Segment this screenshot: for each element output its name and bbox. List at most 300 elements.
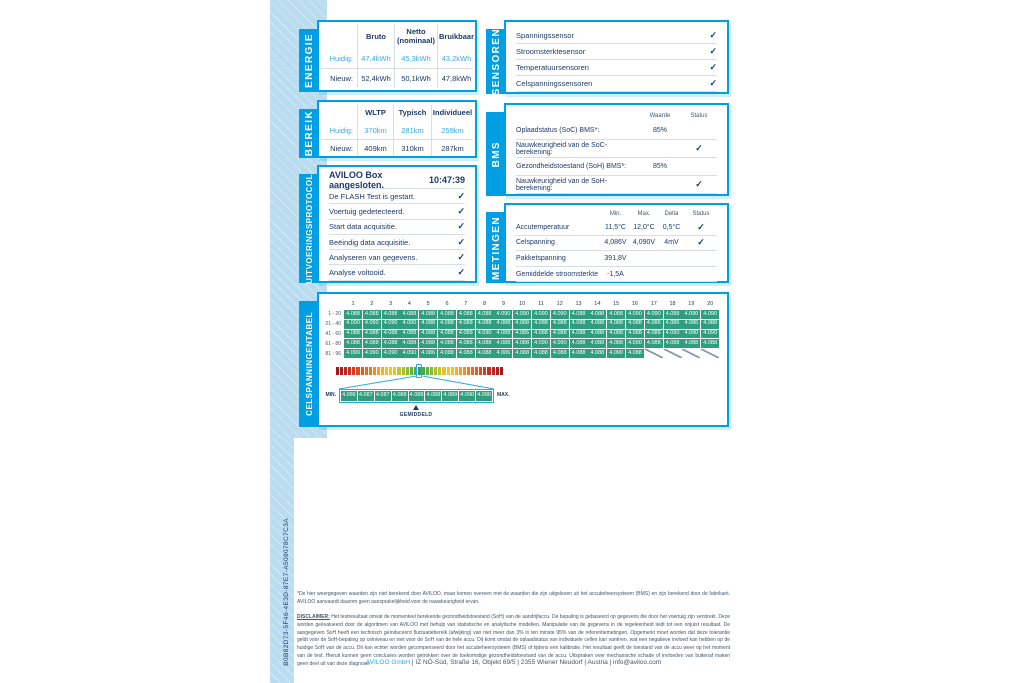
check-icon: ✓	[697, 237, 705, 248]
voltage-cell: 4.088	[532, 349, 550, 358]
voltage-cell: 4.088	[457, 330, 475, 339]
column-header: 13	[575, 301, 582, 308]
check-icon: ✓	[709, 78, 717, 88]
column-header: 16	[631, 301, 639, 308]
footer	[297, 659, 730, 666]
colorbar-segment	[352, 367, 355, 375]
legend-value-cell: 4.088	[409, 391, 425, 401]
cell-table-row	[323, 330, 720, 339]
voltage-cell: 4.088	[382, 330, 400, 339]
row-label: 1 - 20	[328, 311, 341, 318]
table-header-row	[321, 105, 473, 122]
disclaimer-text: Het testresultaat omvat de momenteel berekende gezondheidstoestand (SoH) van de aandrijfaccu. De bepaling is gebaseerd op gegevens die door het voertuig zijn verstrekt. Deze worden geëvalueerd door de algoritmen van AVILOO met behulp van statistische en analytische modellen. Manipulatie van de gegevens in de regeleenheid leidt tot een onjuist resultaat. De aangegeven SoH heeft een technisch geïnduceerd fluctuatiebereik (afwijking) van niet meer dan 3% in ten minste 95% van de referentiemetingen. Opgemerkt moet worden dat deze tolerantie geldt voor de SoH-bepaling op celniveau en niet voor de SoH van de hele accu. Dit komt omdat de oplaadstatus van individuele cellen kan variëren, wat een negatieve invloed kan hebben op de huidige SoH van de accu. Dit kan echter worden gecompenseerd door het accubeheersysteem (BMS) of tijdens een kalibratie. Het resultaat geeft de toestand van de accu weer op het moment van de test. Hieruit kunnen geen conclusies worden getrokken over de toekomstige gezondheidstoestand van de accu. Uitspraken over mechanische schade of invloeden van buitenaf maken geen deel uit van deze diagnose.	[297, 613, 730, 668]
min-value: -1,5A	[607, 270, 624, 278]
voltage-cell: 4.088	[400, 310, 418, 319]
empty-cell	[682, 349, 700, 358]
metingen-panel	[490, 203, 729, 283]
checklist-row	[329, 204, 465, 219]
voltage-cell: 4.088	[607, 320, 625, 329]
voltage-cell: 4.088	[588, 310, 606, 319]
colorbar-segment	[402, 367, 405, 375]
voltage-cell: 4.088	[588, 349, 606, 358]
colorbar-segment	[475, 367, 478, 375]
colorbar-segment	[500, 367, 503, 375]
legend-value-cell: 4.089	[442, 391, 458, 401]
sensoren-tab-label: SENSOREN	[490, 27, 502, 96]
colorbar-segment	[451, 367, 454, 375]
cell: 47,8kWh	[437, 69, 475, 87]
colorbar-segment	[467, 367, 470, 375]
metingen-col-max: Max.	[637, 211, 651, 217]
voltage-cell: 4.090	[645, 310, 663, 319]
colorbar-segment	[365, 367, 368, 375]
checklist-label: Voertuig gedetecteerd.	[329, 206, 405, 216]
voltage-cell: 4.088	[588, 330, 606, 339]
cell-table-row	[323, 339, 720, 348]
metingen-col-min: Min.	[609, 211, 622, 217]
min-value: 11,5°C	[605, 223, 626, 231]
cell-table-row	[323, 349, 720, 358]
table-row	[321, 122, 473, 139]
voltage-cell: 4.090	[476, 330, 494, 339]
metingen-tab-label: METINGEN	[490, 215, 502, 280]
check-icon: ✓	[457, 221, 465, 232]
checklist-label: Temperatuursensoren	[516, 63, 589, 72]
voltage-cell: 4.088	[682, 339, 700, 348]
bms-footnote: *De hier weergegeven waarden zijn niet berekend door AVILOO, maar komen overeen met de waarden die zijn uitgelezen uit het accubeheersysteem (BMS) en zijn berekend door de fabrikant. AVILOO aanvaardt daarom geen aansprakelijkheid voor de nauwkeurigheid ervan.	[297, 591, 730, 605]
voltage-cell: 4.088	[419, 330, 437, 339]
check-icon: ✓	[457, 251, 465, 262]
voltage-cell: 4.088	[476, 310, 494, 319]
colorbar-segment	[426, 367, 429, 375]
max-value: 4,090V	[632, 239, 656, 247]
celspanningen-tab-label: CELSPANNINGENTABEL	[304, 312, 314, 416]
checklist-label: Analyse voltooid.	[329, 268, 386, 278]
footnotes	[297, 591, 730, 669]
colorbar-segment	[356, 367, 359, 375]
cell-voltage-table	[323, 301, 720, 359]
voltage-cell: 4.088	[457, 310, 475, 319]
voltage-cell: 4.088	[344, 310, 362, 319]
colorbar-segment	[344, 367, 347, 375]
table-row	[321, 139, 473, 156]
cell: 287km	[431, 140, 473, 156]
energie-tab-label: ENERGIE	[303, 33, 315, 88]
colorbar-segment	[369, 367, 372, 375]
table-header-row	[321, 25, 473, 49]
voltage-cell: 4.088	[551, 349, 569, 358]
voltage-cell: 4.088	[645, 339, 663, 348]
colorbar-segment	[455, 367, 458, 375]
colorbar-segment	[471, 367, 474, 375]
voltage-cell: 4.088	[513, 320, 531, 329]
voltage-cell: 4.090	[626, 339, 644, 348]
colorbar-segment	[361, 367, 364, 375]
colorbar-segment	[389, 367, 392, 375]
cell-table-row	[323, 310, 720, 319]
voltage-cell: 4.088	[570, 320, 588, 329]
voltage-cell: 4.090	[551, 310, 569, 319]
energie-tab	[299, 29, 319, 92]
row-label: Oplaadstatus (SoC) BMS*:	[516, 127, 600, 134]
check-icon: ✓	[457, 267, 465, 278]
voltage-cell: 4.086	[494, 349, 512, 358]
colorbar-segment	[406, 367, 409, 375]
voltage-cell: 4.090	[344, 349, 362, 358]
bms-body	[506, 105, 727, 194]
row-label: Celspanning	[516, 239, 555, 247]
voltage-cell: 4.088	[588, 339, 606, 348]
colorbar-segment	[373, 367, 376, 375]
cell: 45,3kWh	[394, 49, 437, 68]
voltage-cell: 4.086	[645, 320, 663, 329]
voltage-cell: 4.090	[682, 310, 700, 319]
colorbar-segment	[381, 367, 384, 375]
legend-value-cell: 4.088	[425, 391, 441, 401]
colorbar-segment	[438, 367, 441, 375]
cell: 370km	[357, 122, 393, 139]
colorbar-segment	[393, 367, 396, 375]
protocol-title: AVILOO Box aangesloten.	[329, 170, 385, 190]
checklist-row	[329, 265, 465, 280]
voltage-cell: 4.088	[382, 339, 400, 348]
voltage-cell: 4.088	[513, 339, 531, 348]
table-row	[321, 68, 473, 87]
colorbar-segment	[483, 367, 486, 375]
voltage-cell: 4.088	[607, 310, 625, 319]
voltage-cell: 4.086	[682, 320, 700, 329]
column-header: 8	[483, 301, 487, 308]
voltage-cell: 4.090	[532, 310, 550, 319]
table-row	[516, 176, 717, 194]
checklist-row	[516, 76, 717, 92]
checklist-row	[516, 28, 717, 44]
energie-table	[319, 22, 475, 87]
bms-rows	[516, 122, 717, 194]
checklist-row	[329, 235, 465, 250]
checklist-label: De FLASH Test is gestart.	[329, 191, 416, 201]
column-header: 5	[426, 301, 430, 308]
voltage-cell: 4.088	[626, 330, 644, 339]
average-marker-icon	[413, 405, 419, 410]
legend-value-cell: 4.090	[476, 391, 492, 401]
cell: 43,2kWh	[437, 49, 475, 68]
colorbar-segment	[442, 367, 445, 375]
voltage-cell: 4.088	[570, 349, 588, 358]
empty-cell	[664, 349, 682, 358]
column-header: Netto (nominaal)	[394, 25, 437, 49]
column-header: WLTP	[357, 105, 393, 122]
voltage-cell: 4.088	[664, 310, 682, 319]
voltage-cell: 4.088	[664, 339, 682, 348]
row-label: Nieuw:	[330, 143, 353, 153]
legend-connector	[319, 376, 519, 390]
column-header: 18	[669, 301, 676, 308]
column-header: Bruto	[357, 25, 394, 49]
colorbar-segment	[459, 367, 462, 375]
checklist-row	[329, 250, 465, 265]
row-label: Gemiddelde stroomsterkte	[516, 270, 599, 278]
voltage-cell: 4.088	[400, 330, 418, 339]
colorbar-segment	[377, 367, 380, 375]
voltage-cell: 4.088	[607, 330, 625, 339]
voltage-cell: 4.090	[607, 349, 625, 358]
voltage-cell: 4.090	[664, 330, 682, 339]
row-label: Huidig:	[329, 54, 353, 63]
table-row	[516, 122, 717, 140]
checklist-row	[329, 220, 465, 235]
table-row	[516, 158, 717, 176]
colorbar-segment	[463, 367, 466, 375]
voltage-cell: 4.088	[626, 320, 644, 329]
column-header: 10	[519, 301, 526, 308]
voltage-cell: 4.088	[588, 320, 606, 329]
colorbar-segment	[410, 367, 413, 375]
serial-text: B0B82D73-5F46-4E3D-87E7-A509078C7C3A	[283, 518, 290, 666]
min-value: 4,086V	[604, 239, 627, 247]
voltage-cell: 4.086	[664, 320, 682, 329]
empty-cell	[645, 349, 663, 358]
voltage-cell: 4.088	[419, 310, 437, 319]
voltage-cell: 4.086	[513, 330, 531, 339]
colorbar-segment	[487, 367, 490, 375]
colorbar-segment	[479, 367, 482, 375]
cell: 281km	[393, 122, 431, 139]
legend-value-cell: 4.087	[358, 391, 374, 401]
voltage-cell: 4.090	[513, 310, 531, 319]
max-value: 12,0°C	[633, 223, 655, 231]
delta-value: 0,5°C	[662, 223, 681, 231]
report-serial	[280, 517, 293, 667]
check-icon: ✓	[709, 46, 717, 56]
colorbar-segment	[385, 367, 388, 375]
table-row	[516, 220, 717, 236]
voltage-cell: 4.088	[363, 310, 381, 319]
metingen-col-status: Status	[692, 211, 710, 217]
legend-min-label: MIN.	[325, 392, 336, 398]
metingen-body	[506, 205, 727, 282]
row-label: 41 - 60	[325, 330, 341, 337]
legend-value-cell: 4.087	[375, 391, 391, 401]
metingen-rows	[516, 220, 717, 282]
column-header: 20	[707, 301, 714, 308]
check-icon: ✓	[695, 143, 703, 153]
voltage-cell: 4.088	[494, 320, 512, 329]
column-header: 1	[351, 301, 355, 308]
voltage-cell: 4.090	[382, 320, 400, 329]
checklist-label: Spanningssensor	[516, 31, 574, 40]
bms-col-status: Status	[690, 112, 708, 119]
colorbar-segment	[430, 367, 433, 375]
voltage-cell: 4.088	[438, 339, 456, 348]
legend-max-label: MAX.	[497, 392, 510, 398]
voltage-cell: 4.088	[701, 320, 719, 329]
colorbar-segment	[340, 367, 343, 375]
checklist-row	[329, 189, 465, 204]
column-header: Bruikbaar	[437, 25, 475, 49]
voltage-cell: 4.090	[682, 330, 700, 339]
row-label: 81 - 96	[325, 350, 341, 357]
voltage-cell: 4.090	[701, 330, 719, 339]
voltage-cell: 4.090	[494, 310, 512, 319]
colorbar-segment	[422, 367, 425, 375]
column-header: 2	[370, 301, 374, 308]
voltage-cell: 4.088	[363, 330, 381, 339]
protocol-tab-label: UITVOERINGSPROTOCOL	[304, 173, 314, 284]
checklist-row	[516, 44, 717, 60]
disclaimer-label: DISCLAIMER:	[297, 613, 330, 620]
sensoren-panel	[490, 20, 729, 96]
row-label: Nieuw:	[330, 73, 353, 83]
voltage-cell: 4.088	[570, 330, 588, 339]
protocol-panel	[304, 165, 477, 284]
table-row	[516, 267, 717, 283]
voltage-cell: 4.088	[457, 339, 475, 348]
cell: 310km	[393, 140, 431, 156]
voltage-cell: 4.086	[419, 349, 437, 358]
bms-col-waarde: Waarde	[649, 112, 671, 119]
row-label: 61 - 80	[325, 340, 341, 347]
voltage-cell: 4.088	[457, 349, 475, 358]
bereik-table	[319, 102, 475, 156]
footer-address: | IZ NÖ-Süd, Straße 16, Objekt 69/5 | 2355 Wiener Neudorf | Austria | info@aviloo.com	[410, 659, 662, 666]
checklist-label: Analyseren van gegevens.	[329, 252, 418, 262]
voltage-cell: 4.088	[438, 310, 456, 319]
voltage-cell: 4.090	[363, 320, 381, 329]
column-header: 4	[407, 301, 411, 308]
celspanningen-panel	[304, 292, 729, 427]
voltage-cell: 4.088	[476, 339, 494, 348]
row-label: 21 - 40	[325, 321, 341, 328]
table-row	[321, 49, 473, 68]
colorbar-segment	[447, 367, 450, 375]
colorbar-segment	[397, 367, 400, 375]
average-marker-label: GEMIDDELD	[399, 411, 433, 418]
protocol-title-row	[329, 172, 465, 189]
bereik-tab-label: BEREIK	[303, 110, 315, 157]
footer-company: AVILOO GmbH	[365, 659, 411, 666]
row-label: Huidig:	[329, 126, 353, 135]
column-header: Individueel	[431, 105, 473, 122]
voltage-cell: 4.088	[344, 330, 362, 339]
voltage-cell: 4.088	[570, 339, 588, 348]
column-header: 11	[538, 301, 544, 308]
row-label: Gezondheidstoestand (SoH) BMS*:	[516, 163, 627, 170]
checklist-label: Start data acquisitie.	[329, 222, 397, 232]
check-icon: ✓	[695, 179, 703, 189]
column-header: 7	[464, 301, 468, 308]
delta-value: 4mV	[664, 239, 679, 247]
table-row	[516, 251, 717, 267]
voltage-cell: 4.088	[419, 339, 437, 348]
value-cell: 85%	[652, 163, 667, 170]
check-icon: ✓	[457, 205, 465, 216]
table-row	[516, 140, 717, 158]
check-icon: ✓	[457, 190, 465, 201]
legend-value-cell: 4.090	[459, 391, 475, 401]
voltage-cell: 4.088	[363, 339, 381, 348]
check-icon: ✓	[457, 236, 465, 247]
bms-header-row	[516, 109, 717, 122]
celspanningen-tab	[299, 301, 319, 427]
checklist-label: Beëindig data acquisitie.	[329, 237, 411, 247]
protocol-time: 10:47:39	[428, 175, 465, 185]
voltage-cell: 4.088	[438, 349, 456, 358]
sensoren-checklist	[506, 22, 727, 92]
legend-value-cell: 4.086	[341, 391, 357, 401]
column-header: 6	[445, 301, 449, 308]
voltage-legend-strip	[339, 389, 494, 403]
voltage-cell: 4.090	[701, 310, 719, 319]
min-value: 391,8V	[604, 254, 627, 262]
voltage-cell: 4.090	[400, 320, 418, 329]
check-icon: ✓	[709, 62, 717, 72]
legend-value-cell: 4.088	[392, 391, 408, 401]
voltage-cell: 4.088	[344, 339, 362, 348]
row-label: Nauwkeurigheid van de SoH-berekening:	[516, 177, 608, 192]
voltage-cell: 4.088	[551, 320, 569, 329]
bereik-panel	[303, 100, 477, 158]
protocol-tab	[299, 174, 319, 283]
row-label: Accutemperatuur	[516, 223, 570, 231]
voltage-cell: 4.088	[607, 339, 625, 348]
voltage-cell: 4.088	[701, 339, 719, 348]
voltage-cell: 4.088	[476, 349, 494, 358]
cell: 409km	[357, 140, 393, 156]
checklist-label: Stroomsterktesensor	[516, 47, 586, 56]
colorbar-segment	[348, 367, 351, 375]
sensoren-tab	[486, 29, 506, 94]
metingen-header-row	[516, 208, 717, 220]
colorbar-segment	[336, 367, 339, 375]
cell: 50,1kWh	[394, 69, 437, 87]
voltage-cell: 4.088	[494, 330, 512, 339]
colorbar-segment	[434, 367, 437, 375]
column-header: 17	[650, 301, 657, 308]
voltage-cell: 4.088	[457, 320, 475, 329]
voltage-cell: 4.090	[626, 310, 644, 319]
colorbar-segment	[418, 367, 421, 375]
protocol-body	[319, 167, 475, 281]
cell: 52,4kWh	[357, 69, 394, 87]
voltage-cell: 4.088	[494, 339, 512, 348]
cell: 47,4kWh	[357, 49, 394, 68]
bereik-tab	[299, 109, 319, 158]
protocol-checklist	[329, 189, 465, 281]
voltage-cell: 4.088	[645, 330, 663, 339]
voltage-cell: 4.088	[400, 339, 418, 348]
row-label: Nauwkeurigheid van de SoC-berekening:	[516, 141, 608, 156]
voltage-cell: 4.088	[438, 330, 456, 339]
column-header: 14	[594, 301, 601, 308]
voltage-cell: 4.088	[419, 320, 437, 329]
table-row	[516, 236, 717, 252]
voltage-cell: 4.088	[626, 349, 644, 358]
bms-tab-label: BMS	[490, 140, 502, 168]
voltage-cell: 4.088	[513, 349, 531, 358]
voltage-colorbar	[336, 367, 503, 375]
voltage-cell: 4.090	[532, 339, 550, 348]
voltage-cell: 4.088	[438, 320, 456, 329]
check-icon: ✓	[709, 30, 717, 40]
column-header: Typisch	[393, 105, 431, 122]
value-cell: 85%	[652, 127, 667, 134]
bms-panel	[490, 103, 729, 196]
metingen-col-delta: Delta	[664, 211, 679, 217]
voltage-cell: 4.088	[570, 310, 588, 319]
row-label: Pakketspanning	[516, 254, 566, 262]
checklist-row	[516, 60, 717, 76]
